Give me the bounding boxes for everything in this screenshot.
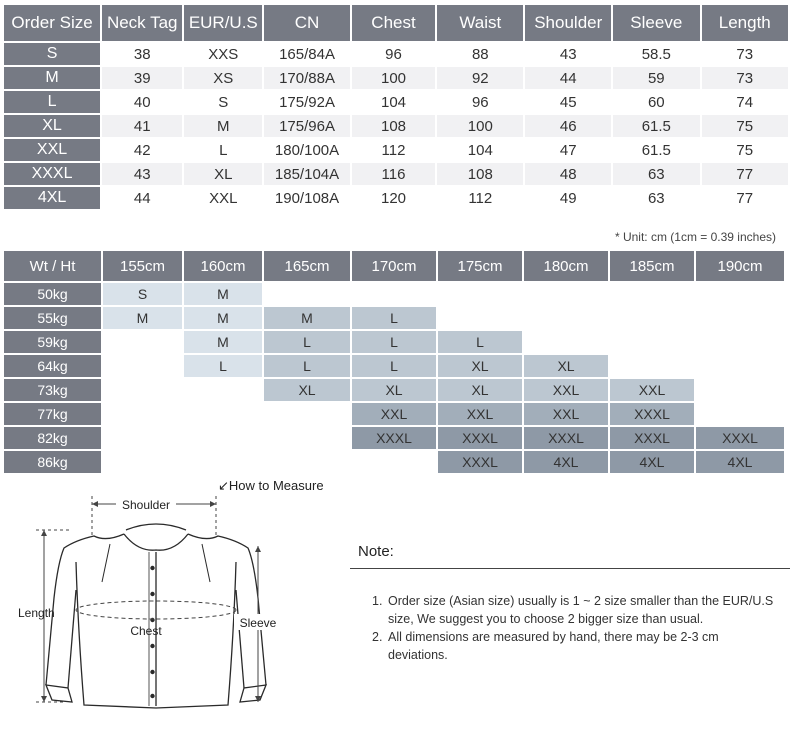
size-row bbox=[4, 139, 788, 161]
size-chart-body bbox=[4, 43, 788, 209]
size-recommendation-cell: XXXL bbox=[352, 427, 436, 449]
weight-label-cell: 77kg bbox=[4, 403, 101, 425]
size-cell: 44 bbox=[102, 187, 182, 209]
size-recommendation-cell: 4XL bbox=[610, 451, 694, 473]
weight-label-cell: 82kg bbox=[4, 427, 101, 449]
weight-row bbox=[4, 283, 784, 305]
size-recommendation-cell: L bbox=[264, 355, 350, 377]
weight-height-header-row bbox=[4, 251, 784, 281]
size-row bbox=[4, 115, 788, 137]
shoulder-label: Shoulder bbox=[121, 498, 171, 512]
size-recommendation-cell: XXL bbox=[352, 403, 436, 425]
size-recommendation-cell bbox=[696, 379, 784, 401]
size-cell: 75 bbox=[702, 139, 789, 161]
col-header-eur-us: EUR/U.S bbox=[184, 5, 262, 41]
size-cell: 75 bbox=[702, 115, 789, 137]
size-cell: 61.5 bbox=[613, 115, 699, 137]
sleeve-label: Sleeve bbox=[239, 616, 277, 630]
size-cell: 46 bbox=[525, 115, 611, 137]
size-recommendation-cell bbox=[184, 427, 262, 449]
weight-row bbox=[4, 403, 784, 425]
col-header-chest: Chest bbox=[352, 5, 435, 41]
weight-row bbox=[4, 427, 784, 449]
size-recommendation-cell: XXL bbox=[524, 379, 608, 401]
size-recommendation-cell bbox=[696, 283, 784, 305]
size-recommendation-cell bbox=[696, 307, 784, 329]
size-cell: 42 bbox=[102, 139, 182, 161]
size-recommendation-cell bbox=[610, 283, 694, 305]
size-recommendation-cell bbox=[438, 283, 522, 305]
size-cell: XS bbox=[184, 67, 262, 89]
note-item bbox=[372, 628, 777, 664]
size-recommendation-cell: 4XL bbox=[696, 451, 784, 473]
size-cell: 43 bbox=[525, 43, 611, 65]
size-recommendation-cell: L bbox=[184, 355, 262, 377]
weight-label-cell: 64kg bbox=[4, 355, 101, 377]
size-recommendation-cell: XXXL bbox=[438, 427, 522, 449]
size-cell: 104 bbox=[437, 139, 523, 161]
col-header-waist: Waist bbox=[437, 5, 523, 41]
size-cell: 47 bbox=[525, 139, 611, 161]
size-recommendation-cell bbox=[103, 451, 182, 473]
size-cell: 73 bbox=[702, 67, 789, 89]
height-header-cell: 155cm bbox=[103, 251, 182, 281]
note-divider bbox=[350, 568, 790, 569]
size-recommendation-cell: XL bbox=[352, 379, 436, 401]
size-recommendation-cell: XXXL bbox=[438, 451, 522, 473]
size-cell: 45 bbox=[525, 91, 611, 113]
size-recommendation-cell: M bbox=[184, 283, 262, 305]
size-recommendation-cell: XXXL bbox=[524, 427, 608, 449]
col-header-sleeve: Sleeve bbox=[613, 5, 699, 41]
size-cell: XXL bbox=[184, 187, 262, 209]
size-recommendation-cell: M bbox=[264, 307, 350, 329]
size-cell: 44 bbox=[525, 67, 611, 89]
size-cell: 165/84A bbox=[264, 43, 350, 65]
size-label-cell: M bbox=[4, 67, 100, 89]
size-recommendation-cell: M bbox=[184, 307, 262, 329]
how-to-measure-title: ↙How to Measure bbox=[218, 478, 324, 493]
size-recommendation-cell bbox=[524, 283, 608, 305]
size-recommendation-cell: XXL bbox=[524, 403, 608, 425]
weight-row bbox=[4, 331, 784, 353]
size-cell: 88 bbox=[437, 43, 523, 65]
height-header-cell: 180cm bbox=[524, 251, 608, 281]
size-recommendation-cell: XXXL bbox=[696, 427, 784, 449]
size-label-cell: 4XL bbox=[4, 187, 100, 209]
size-cell: 39 bbox=[102, 67, 182, 89]
size-recommendation-cell bbox=[184, 451, 262, 473]
size-recommendation-cell: XXL bbox=[438, 403, 522, 425]
height-header-cell: 185cm bbox=[610, 251, 694, 281]
col-header-cn: CN bbox=[264, 5, 350, 41]
size-cell: 43 bbox=[102, 163, 182, 185]
size-cell: 77 bbox=[702, 163, 789, 185]
size-recommendation-cell: M bbox=[184, 331, 262, 353]
size-recommendation-cell: XL bbox=[438, 379, 522, 401]
size-recommendation-cell bbox=[103, 331, 182, 353]
size-cell: 38 bbox=[102, 43, 182, 65]
note-list bbox=[372, 592, 777, 664]
size-cell: 49 bbox=[525, 187, 611, 209]
size-cell: 100 bbox=[352, 67, 435, 89]
size-row bbox=[4, 91, 788, 113]
size-recommendation-cell: L bbox=[352, 331, 436, 353]
height-header-cell: 170cm bbox=[352, 251, 436, 281]
size-cell: 77 bbox=[702, 187, 789, 209]
size-recommendation-cell bbox=[696, 355, 784, 377]
shirt-outline bbox=[46, 524, 266, 708]
weight-label-cell: 86kg bbox=[4, 451, 101, 473]
size-recommendation-cell bbox=[264, 427, 350, 449]
weight-row bbox=[4, 451, 784, 473]
weight-label-cell: 50kg bbox=[4, 283, 101, 305]
size-row bbox=[4, 43, 788, 65]
size-cell: 73 bbox=[702, 43, 789, 65]
size-cell: M bbox=[184, 115, 262, 137]
size-cell: 41 bbox=[102, 115, 182, 137]
size-recommendation-cell: XL bbox=[524, 355, 608, 377]
size-cell: XL bbox=[184, 163, 262, 185]
size-cell: 40 bbox=[102, 91, 182, 113]
height-header-cell: 175cm bbox=[438, 251, 522, 281]
size-recommendation-cell bbox=[103, 403, 182, 425]
size-cell: XXS bbox=[184, 43, 262, 65]
note-item-number: 1. bbox=[372, 594, 383, 608]
size-recommendation-cell: L bbox=[438, 331, 522, 353]
size-label-cell: L bbox=[4, 91, 100, 113]
weight-label-cell: 55kg bbox=[4, 307, 101, 329]
size-recommendation-cell bbox=[438, 307, 522, 329]
size-cell: 48 bbox=[525, 163, 611, 185]
col-header-order-size: Order Size bbox=[4, 5, 100, 41]
size-cell: 180/100A bbox=[264, 139, 350, 161]
weight-row bbox=[4, 355, 784, 377]
chest-label: Chest bbox=[130, 624, 162, 638]
size-cell: 108 bbox=[352, 115, 435, 137]
size-recommendation-cell bbox=[264, 283, 350, 305]
size-cell: 116 bbox=[352, 163, 435, 185]
size-cell: 74 bbox=[702, 91, 789, 113]
corner-header: Wt / Ht bbox=[4, 251, 101, 281]
size-recommendation-cell: S bbox=[103, 283, 182, 305]
size-recommendation-cell bbox=[103, 355, 182, 377]
col-header-neck-tag: Neck Tag bbox=[102, 5, 182, 41]
shirt-measure-diagram bbox=[6, 490, 306, 720]
size-recommendation-cell: M bbox=[103, 307, 182, 329]
size-cell: S bbox=[184, 91, 262, 113]
size-recommendation-cell bbox=[352, 283, 436, 305]
col-header-length: Length bbox=[702, 5, 789, 41]
size-recommendation-cell bbox=[696, 403, 784, 425]
size-cell: 96 bbox=[352, 43, 435, 65]
size-cell: 108 bbox=[437, 163, 523, 185]
size-recommendation-cell bbox=[103, 379, 182, 401]
length-label: Length bbox=[18, 606, 55, 620]
size-cell: 190/108A bbox=[264, 187, 350, 209]
note-item-text: All dimensions are measured by hand, there may be 2-3 cm deviations. bbox=[388, 630, 719, 662]
size-row bbox=[4, 67, 788, 89]
size-recommendation-cell bbox=[264, 403, 350, 425]
size-cell: 59 bbox=[613, 67, 699, 89]
size-cell: 112 bbox=[437, 187, 523, 209]
size-chart-table bbox=[2, 3, 790, 211]
unit-note: * Unit: cm (1cm = 0.39 inches) bbox=[614, 230, 776, 244]
weight-label-cell: 59kg bbox=[4, 331, 101, 353]
size-row bbox=[4, 163, 788, 185]
note-title: Note: bbox=[358, 543, 394, 560]
weight-label-cell: 73kg bbox=[4, 379, 101, 401]
size-cell: 112 bbox=[352, 139, 435, 161]
size-cell: 58.5 bbox=[613, 43, 699, 65]
size-cell: 92 bbox=[437, 67, 523, 89]
size-label-cell: XXL bbox=[4, 139, 100, 161]
size-cell: 170/88A bbox=[264, 67, 350, 89]
size-cell: 120 bbox=[352, 187, 435, 209]
weight-height-body bbox=[4, 283, 784, 473]
size-label-cell: XXXL bbox=[4, 163, 100, 185]
size-cell: 185/104A bbox=[264, 163, 350, 185]
size-recommendation-cell: L bbox=[352, 355, 436, 377]
height-header-cell: 165cm bbox=[264, 251, 350, 281]
size-recommendation-cell bbox=[610, 307, 694, 329]
size-recommendation-cell bbox=[696, 331, 784, 353]
size-label-cell: XL bbox=[4, 115, 100, 137]
size-cell: 96 bbox=[437, 91, 523, 113]
size-cell: L bbox=[184, 139, 262, 161]
size-recommendation-cell: XXXL bbox=[610, 427, 694, 449]
weight-row bbox=[4, 379, 784, 401]
size-recommendation-cell: 4XL bbox=[524, 451, 608, 473]
size-cell: 60 bbox=[613, 91, 699, 113]
note-item bbox=[372, 592, 777, 628]
size-row bbox=[4, 187, 788, 209]
size-recommendation-cell bbox=[103, 427, 182, 449]
size-cell: 175/96A bbox=[264, 115, 350, 137]
note-item-text: Order size (Asian size) usually is 1 ~ 2 size smaller than the EUR/U.S size, We suggest you to choose 2 bigger size than usual. bbox=[388, 594, 774, 626]
height-header-cell: 160cm bbox=[184, 251, 262, 281]
size-cell: 63 bbox=[613, 163, 699, 185]
col-header-shoulder: Shoulder bbox=[525, 5, 611, 41]
size-recommendation-cell: L bbox=[264, 331, 350, 353]
weight-height-table bbox=[2, 249, 786, 475]
size-recommendation-cell bbox=[610, 331, 694, 353]
size-recommendation-cell bbox=[610, 355, 694, 377]
height-header-cell: 190cm bbox=[696, 251, 784, 281]
size-recommendation-cell: XL bbox=[264, 379, 350, 401]
size-recommendation-cell bbox=[264, 451, 350, 473]
size-cell: 104 bbox=[352, 91, 435, 113]
size-recommendation-cell bbox=[524, 331, 608, 353]
size-recommendation-cell: XXL bbox=[610, 379, 694, 401]
size-recommendation-cell bbox=[524, 307, 608, 329]
size-recommendation-cell bbox=[184, 379, 262, 401]
size-cell: 61.5 bbox=[613, 139, 699, 161]
size-label-cell: S bbox=[4, 43, 100, 65]
weight-row bbox=[4, 307, 784, 329]
size-recommendation-cell: XXXL bbox=[610, 403, 694, 425]
size-recommendation-cell: L bbox=[352, 307, 436, 329]
size-cell: 100 bbox=[437, 115, 523, 137]
size-recommendation-cell bbox=[184, 403, 262, 425]
size-recommendation-cell: XL bbox=[438, 355, 522, 377]
size-recommendation-cell bbox=[352, 451, 436, 473]
note-item-number: 2. bbox=[372, 630, 383, 644]
size-chart-header-row bbox=[4, 5, 788, 41]
size-cell: 63 bbox=[613, 187, 699, 209]
size-cell: 175/92A bbox=[264, 91, 350, 113]
